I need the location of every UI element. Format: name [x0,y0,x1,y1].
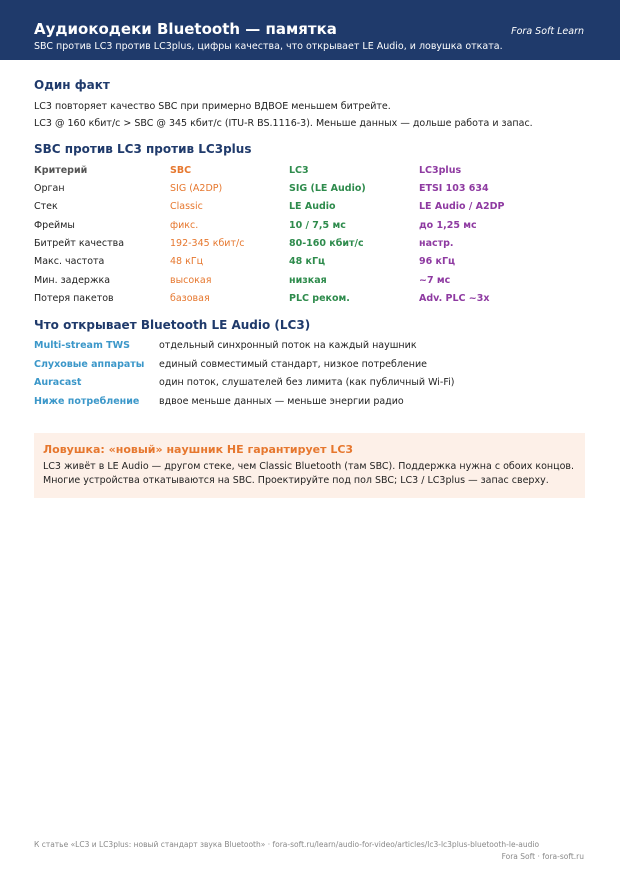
features-heading: Что открывает Bluetooth LE Audio (LC3) [34,318,311,332]
feature-name: Ниже потребление [34,396,140,407]
feature-description: отдельный синхронный поток на каждый наушник [159,340,417,351]
fact-heading: Один факт [34,78,110,92]
lc3-cell: 10 / 7,5 мс [289,220,346,231]
callout-line-2: Многие устройства откатываются на SBC. Проектируйте под пол SBC; LC3 / LC3plus — запас сверху. [43,475,549,486]
sbc-cell: 192-345 кбит/с [170,238,245,249]
lc3-cell: LE Audio [289,201,336,212]
lc3plus-cell: до 1,25 мс [419,220,477,231]
page-header [0,0,620,60]
fact-line-1: LC3 повторяет качество SBC при примерно ВДВОЕ меньшем битрейте. [34,101,391,112]
feature-name: Слуховые аппараты [34,359,145,370]
table-row [34,256,594,274]
fact-line-2: LC3 @ 160 кбит/с > SBC @ 345 кбит/с (ITU-R BS.1116-3). Меньше данных — дольше работа и запас. [34,118,533,129]
table-row [34,183,594,201]
table-row [34,201,594,219]
criterion-cell: Стек [34,201,58,212]
column-header-criterion: Критерий [34,165,88,176]
sbc-cell: высокая [170,275,212,286]
page-title: Аудиокодеки Bluetooth — памятка [34,20,337,38]
brand-label: Fora Soft Learn [511,26,584,37]
comparison-header-row [34,165,594,183]
criterion-cell: Мин. задержка [34,275,111,286]
sbc-cell: Classic [170,201,203,212]
table-row [34,238,594,256]
criterion-cell: Потеря пакетов [34,293,114,304]
lc3-cell: PLC реком. [289,293,350,304]
criterion-cell: Орган [34,183,65,194]
warning-callout [34,433,585,498]
sbc-cell: SIG (A2DP) [170,183,223,194]
page-subtitle: SBC против LC3 против LC3plus, цифры качества, что открывает LE Audio, и ловушка отката. [34,41,503,52]
callout-title: Ловушка: «новый» наушник НЕ гарантирует LC3 [43,443,354,456]
column-header-lc3plus: LC3plus [419,165,462,176]
lc3plus-cell: настр. [419,238,454,249]
footer-source: К статье «LC3 и LC3plus: новый стандарт звука Bluetooth» · fora-soft.ru/learn/audio-for-video/articles/lc3-lc3plus-bluetooth-le-audio [34,840,540,849]
lc3plus-cell: 96 кГц [419,256,456,267]
criterion-cell: Макс. частота [34,256,105,267]
lc3plus-cell: ETSI 103 634 [419,183,489,194]
feature-name: Multi-stream TWS [34,340,130,351]
table-row [34,220,594,238]
lc3-cell: SIG (LE Audio) [289,183,366,194]
feature-description: единый совместимый стандарт, низкое потребление [159,359,428,370]
criterion-cell: Битрейт качества [34,238,125,249]
lc3-cell: 80-160 кбит/с [289,238,364,249]
column-header-lc3: LC3 [289,165,309,176]
sbc-cell: базовая [170,293,210,304]
criterion-cell: Фреймы [34,220,75,231]
footer-site: Fora Soft · fora-soft.ru [501,852,584,861]
lc3plus-cell: ~7 мс [419,275,451,286]
sbc-cell: фикс. [170,220,199,231]
feature-description: один поток, слушателей без лимита (как публичный Wi-Fi) [159,377,455,388]
lc3plus-cell: Adv. PLC ~3x [419,293,490,304]
callout-line-1: LC3 живёт в LE Audio — другом стеке, чем Classic Bluetooth (там SBC). Поддержка нужна с обоих концов. [43,461,575,472]
lc3-cell: низкая [289,275,327,286]
feature-description: вдвое меньше данных — меньше энергии радио [159,396,404,407]
table-row [34,275,594,293]
sbc-cell: 48 кГц [170,256,204,267]
comparison-heading: SBC против LC3 против LC3plus [34,142,252,156]
lc3plus-cell: LE Audio / A2DP [419,201,505,212]
column-header-sbc: SBC [170,165,192,176]
lc3-cell: 48 кГц [289,256,326,267]
feature-name: Auracast [34,377,82,388]
table-row [34,293,594,311]
